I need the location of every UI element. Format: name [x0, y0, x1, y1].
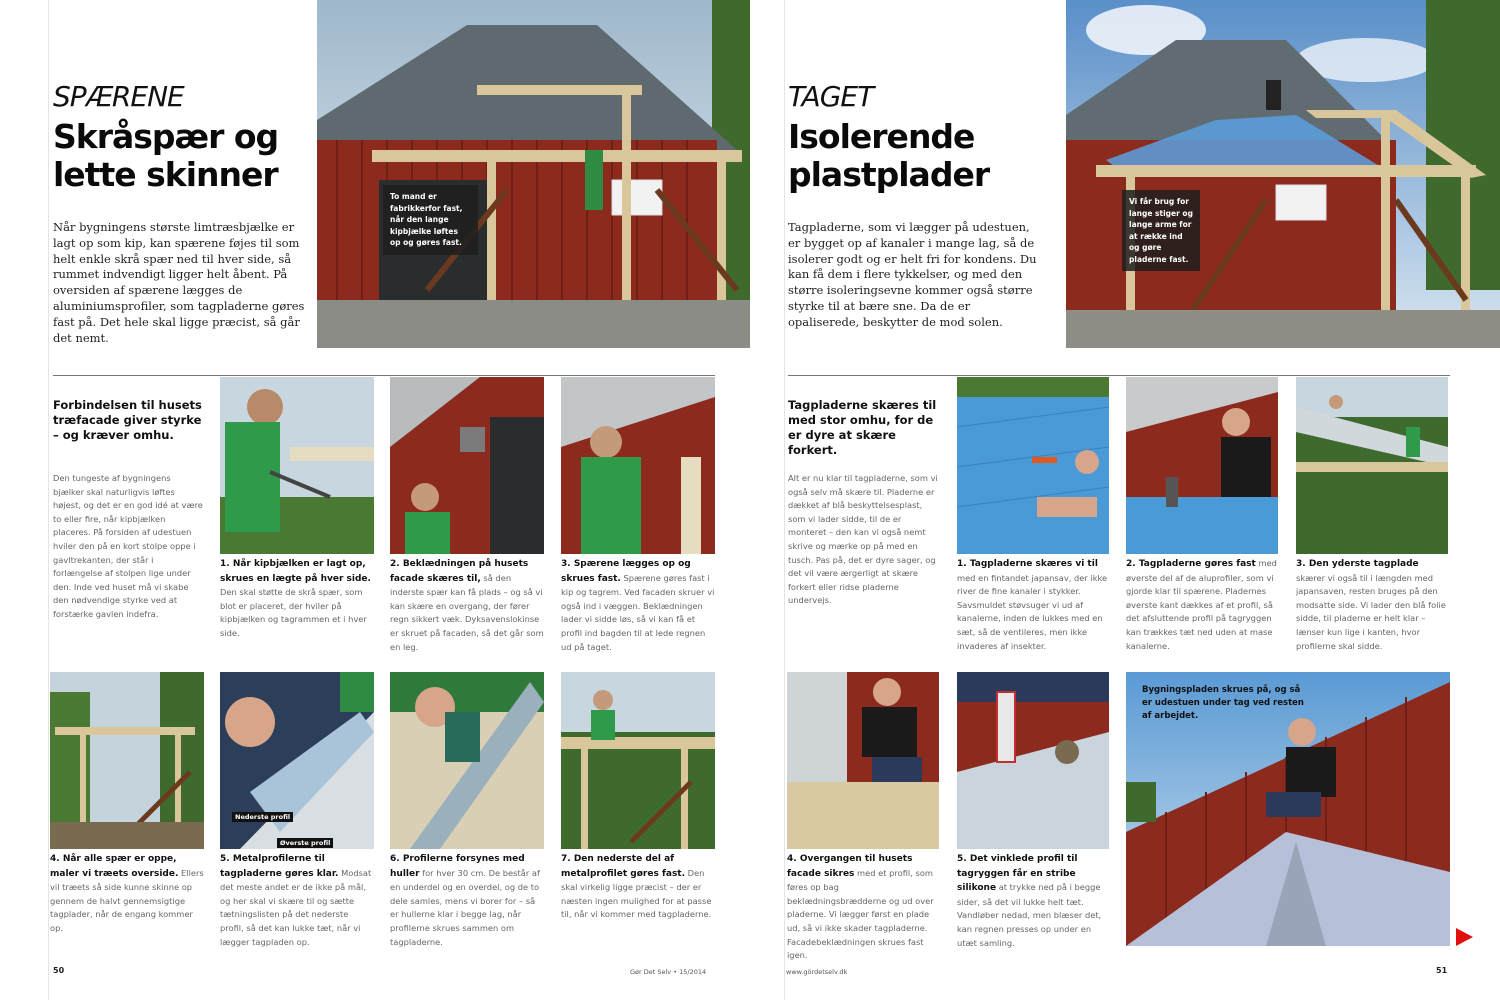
- step-2-caption: [1126, 557, 1278, 653]
- step-6-title-tail: for hver 30 cm.: [422, 867, 487, 878]
- right-page: [750, 0, 1500, 1000]
- step-3-body: Spærene gøres fast i kip og tagrem. Ved facaden skruer vi også ind i væggen. Beklædningen lader vi sidde løs, så vi kan få et profil ind bagden til at lede regnen ud på taget.: [561, 572, 715, 652]
- step-4-photo: [50, 672, 204, 849]
- step-6-photo: [390, 672, 544, 849]
- sidebar-heading: Forbindelsen til husets træfacade giver styrke – og kræver omhu.: [53, 398, 202, 442]
- section-divider: [788, 375, 1450, 376]
- photo-label-lower-profile: Nederste profil: [232, 812, 293, 822]
- step-5-caption: [957, 852, 1109, 950]
- step-2-photo: [390, 377, 544, 554]
- website-url[interactable]: www.gördetselv.dk: [786, 968, 848, 976]
- headline: [53, 118, 278, 194]
- step-3-photo: [1296, 377, 1448, 554]
- step-5-body: Modsat det meste andet er de ikke på mål, og her skal vi skære til og sætte tætningslisten på det nederste profil, så det kan lukke tæt, når vi lægger tagpladen op.: [220, 867, 372, 947]
- step-1-body: med en fintandet japansav, der ikke river de fine kanaler i stykker. Savsmuldet støvsuger vi ud af kanalerne, inden de lukkes med en sæt, så de ventileres, men ikke invaderes af insekter.: [957, 572, 1108, 651]
- headline-line-2: plastplader: [788, 155, 990, 194]
- step-1-title: 1. Tagpladerne skæres vi til: [957, 559, 1098, 569]
- headline: [788, 118, 989, 194]
- sidebar-heading: Tagpladerne skæres til med stor omhu, for de er dyre at skære forkert.: [788, 398, 937, 457]
- step-1-caption: [220, 557, 374, 641]
- step-6-title: 6. Profilerne forsynes med huller: [390, 854, 525, 879]
- step-1-title: 1. Når kipbjælken er lagt op, skrues en lægte på hver side.: [220, 559, 371, 584]
- section-divider: [53, 375, 715, 376]
- step-1-body: Den skal støtte de skrå spær, som blot er placeret, der hviler på kipbjælken og tagrammen et i hver side.: [220, 587, 367, 638]
- sidebar-body: Den tungeste af bygningens bjælker skal naturligvis løftes højest, og det er en god idé at være to eller fire, når kipbjælken placeres. På forsiden af udestuen hviler den på en kort stolpe oppe i gavltrekanten, der står i forlængelse af stolpen lige under den. Inde ved huset må vi skabe den nødvendige styrke ved at forstærke gavlen indefra.: [53, 473, 203, 619]
- step-4-caption: [787, 852, 939, 963]
- step-6-body: De består af en underdel og en overdel, og de to dele samles, mens vi borer for – så er hullerne klar i begge lag, når profilerne skrues sammen om tagpladerne.: [390, 867, 540, 947]
- step-5-photo: [220, 672, 374, 849]
- step-6-caption: [390, 852, 544, 949]
- step-3-caption: [561, 557, 715, 654]
- step-2-title: 2. Tagpladerne gøres fast: [1126, 559, 1256, 569]
- step-5-title: 5. Metalprofilerne til tagpladerne gøres klar.: [220, 854, 339, 879]
- step-3-body: skærer vi også til i længden med japansaven, resten bruges på den modsatte side. Vi lader den blå folie sidde, til pladerne er helt klar – lænser kun lige i kanten, hvor profilerne skal sidde.: [1296, 572, 1446, 651]
- step-7-caption: [561, 852, 715, 922]
- intro-paragraph: Tagpladerne, som vi lægger på udestuen, er bygget op af kanaler i mange lag, så de isolerer godt og er helt fri for kondens. Du kan få dem i flere tykkelser, og med den større isoleringsevne kommer også større styrke til at bære sne. Da de er opaliserede, beskytter de mod solen.: [788, 220, 1037, 329]
- magazine-issue: Gør Det Selv • 15/2014: [630, 968, 707, 976]
- page-number-left: 50: [53, 966, 65, 975]
- step-2-photo: [1126, 377, 1278, 554]
- step-3-photo: [561, 377, 715, 554]
- step-3-caption: [1296, 557, 1448, 653]
- step-2-title: 2. Beklædningen på husets facade skæres til,: [390, 559, 529, 584]
- photo-label-upper-profile: Øverste profil: [277, 838, 333, 848]
- step-4-body: Ellers vil træets så side kunne skinne op gennem de halvt gennemsigtige tagplader, når de engang kommer op.: [50, 867, 204, 933]
- step-1-photo: [220, 377, 374, 554]
- page-number-right: 51: [1436, 966, 1448, 975]
- step-2-caption: [390, 557, 544, 654]
- step-4-title: 4. Overgangen til husets facade sikres: [787, 854, 913, 879]
- headline-line-1: Skråspær og: [53, 117, 279, 156]
- step-4-photo: [787, 672, 939, 849]
- step-5-photo: [957, 672, 1109, 849]
- headline-line-1: Isolerende: [788, 117, 975, 156]
- intro-paragraph: Når bygningens største limtræsbjælke er lagt op som kip, kan spærene føjes til som helt enkle skrå spær ned til hver side, så rummet indvendigt ligger helt åbent. På oversiden af spærene lægges de aluminiumsprofiler, som tagpladerne gøres fast på. Det hele skal ligge præcist, så går det nemt.: [53, 220, 305, 345]
- margin-line: [784, 0, 785, 1000]
- step-1-photo: [957, 377, 1109, 554]
- hero-photo-rafters: [317, 0, 750, 348]
- step-7-title: 7. Den nederste del af metalprofilet gøres fast.: [561, 854, 686, 879]
- step-3-title: 3. Den yderste tagplade: [1296, 559, 1419, 569]
- step-2-body: med øverste del af de aluprofiler, som vi gjorde klar til spærene. Pladernes øverste kant dækkes af et profil, så det afsluttende profil på tagryggen kan trækkes tæt ned uden at mase kanalerne.: [1126, 558, 1277, 651]
- step-4-body: med et profil, som føres op bag beklædningsbrædderne og ud over pladerne. Vi lægger først en plade ud, så vi ikke skader tagpladerne. Facadebeklædningen skrues fast igen.: [787, 867, 934, 961]
- step-7-body: Den skal virkelig ligge præcist – der er næsten ingen mulighed for at passe til, når vi kommer med tagpladerne.: [561, 867, 712, 920]
- hero-photo-caption: To mand er fabrikkerfor fast, når den lange kipbjælke løftes op og gøres fast.: [383, 185, 478, 255]
- section-kicker: SPÆRENE: [53, 80, 184, 113]
- hero-photo-caption: Vi får brug for lange stiger og lange arme for at række ind og gøre pladerne fast.: [1122, 190, 1200, 271]
- sidebar-body: Alt er nu klar til tagpladerne, som vi også selv må skære til. Pladerne er dækket af blå beskyttelsesplast, som vi lader sidde, til de er monteret – den kan vi også nemt skrive og mærke op på med en tusch. Pas på, det er dyre sager, og det vil være ærgerligt at skære forkert eller ridse pladerne undervejs.: [788, 473, 938, 606]
- step-5-caption: [220, 852, 374, 949]
- step-4-caption: [50, 852, 204, 936]
- margin-line: [48, 0, 49, 1000]
- step-5-title: 5. Det vinklede profil til tagryggen får en stribe silikone: [957, 854, 1078, 894]
- next-page-arrow-icon[interactable]: [1456, 928, 1473, 946]
- section-kicker: TAGET: [788, 80, 874, 113]
- step-7-photo: [561, 672, 715, 849]
- step-1-caption: [957, 557, 1109, 653]
- step-4-title: 4. Når alle spær er oppe, maler vi træets overside.: [50, 854, 179, 879]
- step-5-body: at trykke ned på i begge sider, så det vil lukke helt tæt. Vandløber nedad, men blæser det, kan regnen presses op under en utæt samling.: [957, 882, 1102, 948]
- step-2-body: så den inderste spær kan få plads – og så vi kan skære en overgang, der fører regn sikkert væk. Dyksavenslokinse er skruet på facaden, så det går som en leg.: [390, 572, 544, 652]
- hero-photo-roof: [1066, 0, 1500, 348]
- step-3-title: 3. Spærene lægges op og skrues fast.: [561, 559, 691, 584]
- large-photo-caption: Bygningspladen skrues på, og så er udestuen under tag ved resten af arbejdet.: [1142, 685, 1304, 721]
- headline-line-2: lette skinner: [53, 155, 278, 194]
